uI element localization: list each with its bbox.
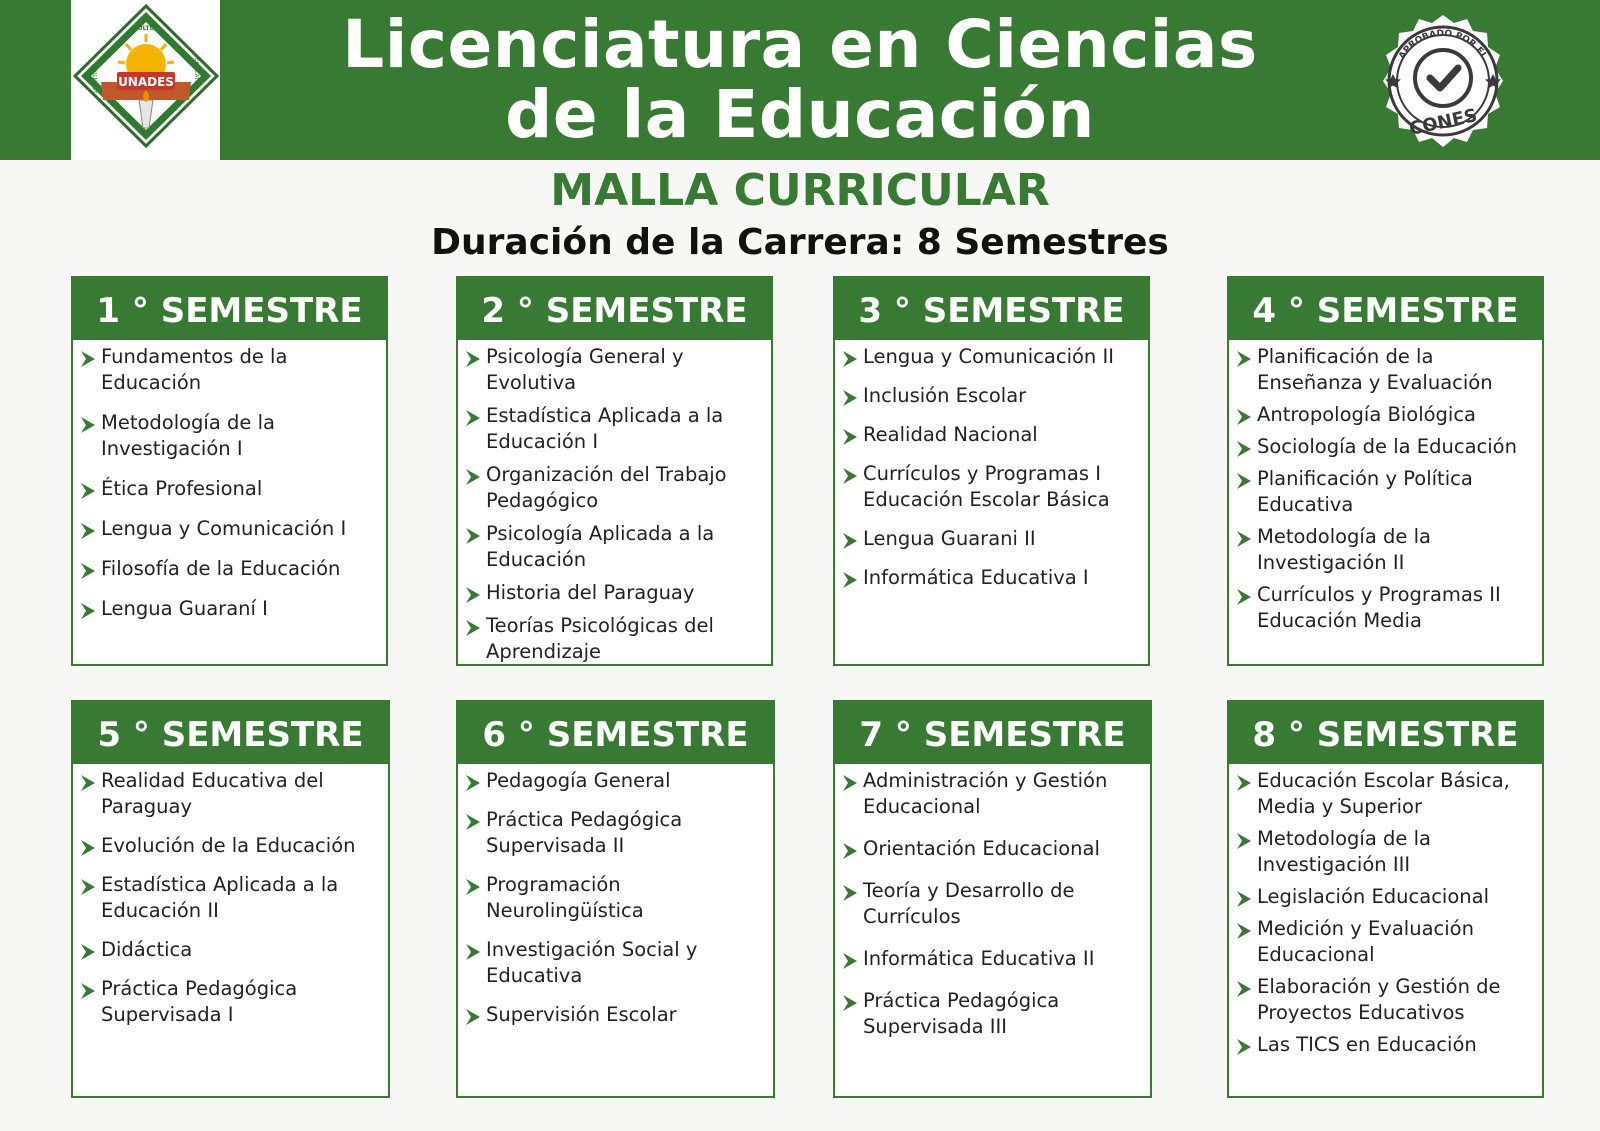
course-item <box>81 410 382 462</box>
chevron-right-icon <box>1237 1036 1251 1052</box>
chevron-right-icon <box>843 387 857 403</box>
semester-card-7 <box>833 700 1152 1098</box>
cones-seal-icon <box>1368 6 1518 156</box>
chevron-right-icon <box>1237 528 1251 544</box>
chevron-right-icon <box>81 520 95 536</box>
course-name: Realidad Nacional <box>863 423 1038 446</box>
chevron-right-icon <box>1237 470 1251 486</box>
course-name: Estadística Aplicada a la Educación I <box>486 404 724 453</box>
course-name: Psicología Aplicada a la Educación <box>486 522 715 571</box>
course-name: Didáctica <box>101 938 193 961</box>
chevron-right-icon <box>1237 586 1251 602</box>
cones-seal <box>1368 6 1518 160</box>
course-item <box>843 422 1144 448</box>
course-name: Medición y Evaluación Educacional <box>1257 917 1474 966</box>
course-item <box>1237 916 1538 968</box>
course-name: Educación Escolar Básica, Media y Superior <box>1257 769 1510 818</box>
chevron-right-icon <box>81 600 95 616</box>
chevron-right-icon <box>466 876 480 892</box>
course-name: Antropología Biológica <box>1257 403 1477 426</box>
chevron-right-icon <box>466 811 480 827</box>
course-item <box>843 836 1146 862</box>
chevron-right-icon <box>466 584 480 600</box>
chevron-right-icon <box>843 992 857 1008</box>
course-item <box>1237 826 1538 878</box>
course-name: Lengua Guarani II <box>863 527 1036 550</box>
chevron-right-icon <box>843 882 857 898</box>
course-item <box>1237 884 1538 910</box>
course-item <box>466 937 769 989</box>
course-list <box>1237 344 1538 640</box>
semester-title: 4 ° SEMESTRE <box>1227 276 1544 340</box>
course-item <box>843 526 1144 552</box>
chevron-right-icon <box>466 348 480 364</box>
course-item <box>81 556 382 582</box>
course-item <box>466 1002 769 1028</box>
course-name: Inclusión Escolar <box>863 384 1027 407</box>
svg-text:EDUCATIO: EDUCATIO <box>193 58 199 87</box>
semester-card-3 <box>833 276 1150 666</box>
svg-text:CONES: CONES <box>1407 105 1480 140</box>
chevron-right-icon <box>466 941 480 957</box>
chevron-right-icon <box>1237 920 1251 936</box>
course-name: Programación Neurolingüística <box>486 873 644 922</box>
course-list <box>81 768 384 1041</box>
chevron-right-icon <box>843 530 857 546</box>
course-item <box>843 878 1146 930</box>
course-name: Currículos y Programas II Educación Media <box>1257 583 1501 632</box>
course-name: Lengua y Comunicación I <box>101 517 347 540</box>
semester-title: 3 ° SEMESTRE <box>833 276 1150 340</box>
semester-card-5 <box>71 700 390 1098</box>
course-name: Historia del Paraguay <box>486 581 695 604</box>
course-name: Metodología de la Investigación II <box>1257 525 1431 574</box>
course-item <box>1237 768 1538 820</box>
semester-title: 7 ° SEMESTRE <box>833 700 1152 764</box>
course-item <box>466 872 769 924</box>
course-item <box>466 613 767 665</box>
course-name: Informática Educativa I <box>863 566 1089 589</box>
course-name: Organización del Trabajo Pedagógico <box>486 463 727 512</box>
chevron-right-icon <box>1237 438 1251 454</box>
course-name: Fundamentos de la Educación <box>101 345 288 394</box>
curriculum-heading: MALLA CURRICULAR <box>550 165 1050 216</box>
chevron-right-icon <box>81 560 95 576</box>
course-list <box>81 344 382 636</box>
course-item <box>466 462 767 514</box>
course-item <box>843 461 1144 513</box>
page-title <box>300 6 1300 153</box>
course-list <box>466 344 767 672</box>
course-item <box>843 946 1146 972</box>
course-name: Lengua Guaraní I <box>101 597 268 620</box>
course-name: Filosofía de la Educación <box>101 557 341 580</box>
chevron-right-icon <box>1237 830 1251 846</box>
svg-text:UNADES: UNADES <box>118 75 174 89</box>
course-item <box>466 580 767 606</box>
course-item <box>466 403 767 455</box>
course-name: Teorías Psicológicas del Aprendizaje <box>486 614 714 663</box>
chevron-right-icon <box>466 772 480 788</box>
course-item <box>843 383 1144 409</box>
course-name: Evolución de la Educación <box>101 834 356 857</box>
chevron-right-icon <box>81 772 95 788</box>
course-name: Metodología de la Investigación I <box>101 411 275 460</box>
course-item <box>81 344 382 396</box>
course-name: Legislación Educacional <box>1257 885 1489 908</box>
course-item <box>1237 402 1538 428</box>
course-name: Ética Profesional <box>101 477 263 500</box>
unades-logo-icon <box>71 0 220 160</box>
course-item <box>81 872 384 924</box>
course-item <box>466 768 769 794</box>
course-item <box>1237 974 1538 1026</box>
course-name: Informática Educativa II <box>863 947 1095 970</box>
course-item <box>1237 1032 1538 1058</box>
course-item <box>843 565 1144 591</box>
course-name: Planificación y Política Educativa <box>1257 467 1473 516</box>
course-name: Planificación de la Enseñanza y Evaluación <box>1257 345 1493 394</box>
chevron-right-icon <box>843 348 857 364</box>
chevron-right-icon <box>843 840 857 856</box>
chevron-right-icon <box>81 414 95 430</box>
chevron-right-icon <box>81 480 95 496</box>
chevron-right-icon <box>843 465 857 481</box>
chevron-right-icon <box>1237 348 1251 364</box>
course-name: Sociología de la Educación <box>1257 435 1517 458</box>
course-item <box>1237 582 1538 634</box>
course-name: Investigación Social y Educativa <box>486 938 698 987</box>
chevron-right-icon <box>1237 772 1251 788</box>
semester-title: 2 ° SEMESTRE <box>456 276 773 340</box>
course-item <box>843 988 1146 1040</box>
course-name: Orientación Educacional <box>863 837 1100 860</box>
unades-logo <box>71 0 220 160</box>
course-name: Currículos y Programas I Educación Escolar Básica <box>863 462 1110 511</box>
chevron-right-icon <box>466 617 480 633</box>
course-name: Lengua y Comunicación II <box>863 345 1114 368</box>
course-item <box>1237 524 1538 576</box>
course-item <box>1237 466 1538 518</box>
course-name: Las TICS en Educación <box>1257 1033 1477 1056</box>
chevron-right-icon <box>81 980 95 996</box>
chevron-right-icon <box>466 525 480 541</box>
title-line-2: de la Educación <box>505 76 1095 153</box>
course-name: Práctica Pedagógica Supervisada III <box>863 989 1060 1038</box>
chevron-right-icon <box>81 941 95 957</box>
course-item <box>81 768 384 820</box>
course-name: Teoría y Desarrollo de Currículos <box>863 879 1075 928</box>
semester-title: 5 ° SEMESTRE <box>71 700 390 764</box>
semester-title: 8 ° SEMESTRE <box>1227 700 1544 764</box>
course-list <box>1237 768 1538 1064</box>
svg-text:CULTUS: CULTUS <box>133 25 159 32</box>
semester-title: 6 ° SEMESTRE <box>456 700 775 764</box>
course-item <box>466 344 767 396</box>
chevron-right-icon <box>81 876 95 892</box>
course-name: Pedagogía General <box>486 769 671 792</box>
chevron-right-icon <box>466 1006 480 1022</box>
chevron-right-icon <box>843 426 857 442</box>
course-list <box>843 344 1144 604</box>
chevron-right-icon <box>466 466 480 482</box>
svg-text:APROBADO POR EL: APROBADO POR EL <box>1397 28 1489 62</box>
course-list <box>843 768 1146 1056</box>
chevron-right-icon <box>1237 888 1251 904</box>
course-name: Práctica Pedagógica Supervisada II <box>486 808 683 857</box>
semester-card-2 <box>456 276 773 666</box>
chevron-right-icon <box>466 407 480 423</box>
svg-text:SCIENTIA: SCIENTIA <box>93 68 99 94</box>
chevron-right-icon <box>1237 406 1251 422</box>
title-line-1: Licenciatura en Ciencias <box>342 6 1258 83</box>
course-name: Psicología General y Evolutiva <box>486 345 684 394</box>
course-item <box>843 344 1144 370</box>
course-item <box>843 768 1146 820</box>
course-list <box>466 768 769 1041</box>
chevron-right-icon <box>1237 978 1251 994</box>
course-item <box>81 596 382 622</box>
semester-card-6 <box>456 700 775 1098</box>
semester-card-4 <box>1227 276 1544 666</box>
course-item <box>81 976 384 1028</box>
chevron-right-icon <box>843 772 857 788</box>
course-name: Metodología de la Investigación III <box>1257 827 1431 876</box>
chevron-right-icon <box>843 950 857 966</box>
course-item <box>466 807 769 859</box>
chevron-right-icon <box>81 837 95 853</box>
chevron-right-icon <box>843 569 857 585</box>
course-name: Realidad Educativa del Paraguay <box>101 769 324 818</box>
chevron-right-icon <box>81 348 95 364</box>
course-name: Administración y Gestión Educacional <box>863 769 1108 818</box>
course-item <box>466 521 767 573</box>
semester-card-1 <box>71 276 388 666</box>
duration-text: Duración de la Carrera: 8 Semestres <box>431 222 1169 263</box>
course-item <box>1237 434 1538 460</box>
course-item <box>81 476 382 502</box>
course-item <box>81 516 382 542</box>
course-name: Práctica Pedagógica Supervisada I <box>101 977 298 1026</box>
course-name: Elaboración y Gestión de Proyectos Educativos <box>1257 975 1501 1024</box>
course-item <box>81 833 384 859</box>
course-name: Supervisión Escolar <box>486 1003 677 1026</box>
semester-title: 1 ° SEMESTRE <box>71 276 388 340</box>
course-name: Estadística Aplicada a la Educación II <box>101 873 339 922</box>
course-item <box>81 937 384 963</box>
course-item <box>1237 344 1538 396</box>
semester-card-8 <box>1227 700 1544 1098</box>
